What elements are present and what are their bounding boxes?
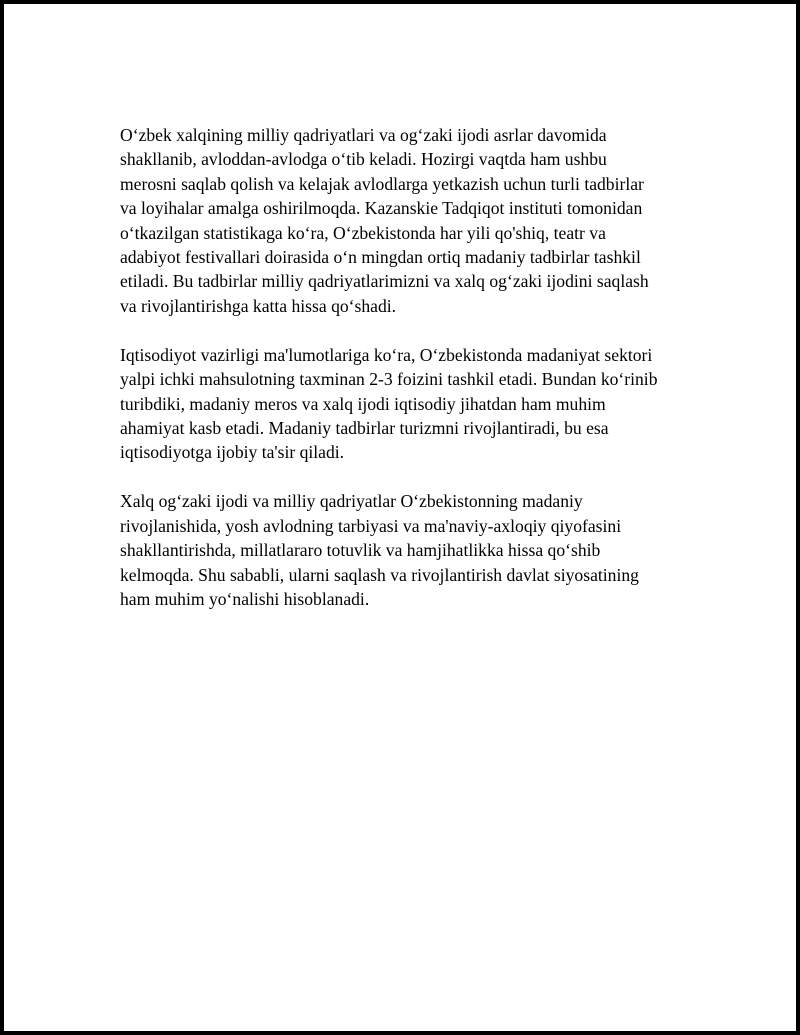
document-body [120, 123, 700, 612]
text-line: kelmoqda. Shu sababli, ularni saqlash va rivojlantirish davlat siyosatining [120, 564, 639, 585]
text-line: Iqtisodiyot vazirligi ma'lumotlariga ko‘ra, O‘zbekistonda madaniyat sektori [120, 344, 653, 365]
text-line: o‘tkazilgan statistikaga ko‘ra, O‘zbekistonda har yili qo'shiq, teatr va [120, 222, 606, 243]
text-line: turibdiki, madaniy meros va xalq ijodi iqtisodiy jihatdan ham muhim [120, 393, 606, 414]
text-line: iqtisodiyotga ijobiy ta'sir qiladi. [120, 442, 345, 463]
text-line: merosni saqlab qolish va kelajak avlodlarga yetkazish uchun turli tadbirlar [120, 173, 644, 194]
text-line: shakllantirishda, millatlararo totuvlik va hamjihatlikka hissa qo‘shib [120, 540, 601, 561]
text-line: yalpi ichki mahsulotning taxminan 2-3 foizini tashkil etadi. Bundan ko‘rinib [120, 369, 658, 390]
text-line: O‘zbek xalqining milliy qadriyatlari va og‘zaki ijodi asrlar davomida [120, 125, 607, 145]
text-line: adabiyot festivallari doirasida o‘n mingdan ortiq madaniy tadbirlar tashkil [120, 247, 641, 268]
text-line: va loyihalar amalga oshirilmoqda. Kazanskie Tadqiqot instituti tomonidan [120, 198, 643, 219]
text-line: va rivojlantirishga katta hissa qo‘shadi. [120, 295, 397, 316]
text-line: ham muhim yo‘nalishi hisoblanadi. [120, 589, 370, 610]
text-line: etiladi. Bu tadbirlar milliy qadriyatlarimizni va xalq og‘zaki ijodini saqlash [120, 271, 649, 292]
paragraph-1 [120, 123, 700, 318]
text-line: shakllanib, avloddan-avlodga o‘tib keladi. Hozirgi vaqtda ham ushbu [120, 149, 607, 170]
paragraph-3 [120, 489, 700, 611]
paragraph-2 [120, 343, 700, 465]
text-line: rivojlanishida, yosh avlodning tarbiyasi va ma'naviy-axloqiy qiyofasini [120, 515, 622, 536]
text-line: Xalq og‘zaki ijodi va milliy qadriyatlar O‘zbekistonning madaniy [120, 491, 583, 512]
text-line: ahamiyat kasb etadi. Madaniy tadbirlar turizmni rivojlantiradi, bu esa [120, 418, 609, 439]
